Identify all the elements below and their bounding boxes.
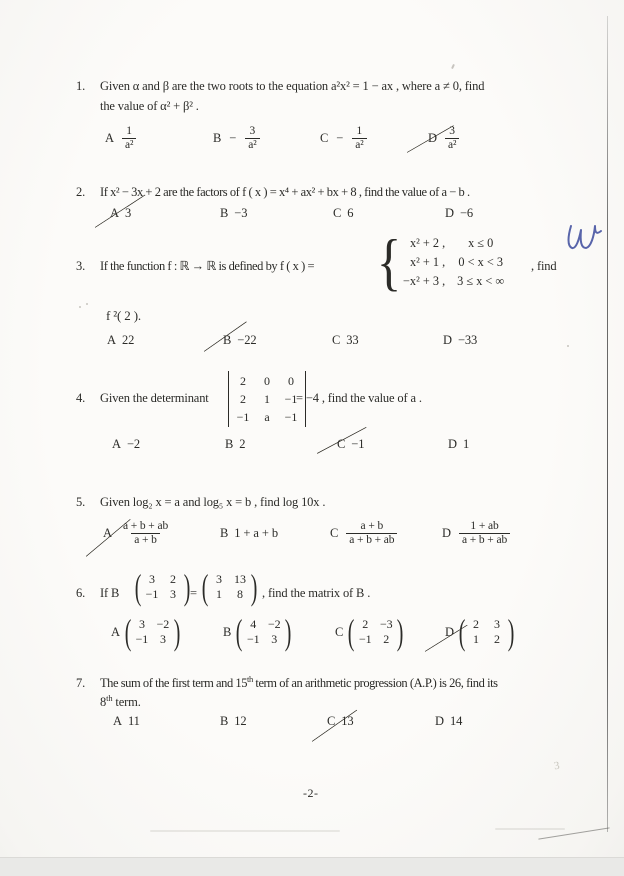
q4-option-d (448, 437, 469, 452)
q1-number: 1. (76, 79, 86, 93)
q4-option-b (225, 437, 245, 452)
matrix-given (133, 569, 192, 605)
matrix-result (200, 569, 259, 605)
scan-speck (567, 345, 569, 347)
option-letter: D (443, 333, 452, 347)
q3-option-c (332, 333, 359, 348)
matrix-cell: −2 (156, 617, 170, 631)
minus-sign: − (229, 130, 237, 145)
option-value: −33 (457, 333, 478, 347)
matrix (234, 614, 293, 650)
curly-brace: { (376, 226, 402, 297)
close-paren: ) (183, 567, 191, 607)
det-cell: 0 (264, 374, 270, 388)
q6-post: , find the matrix of B . (262, 586, 371, 600)
fraction: $\frac{3}{\text{a²}}$ (245, 125, 259, 152)
option-value: 13 (341, 714, 354, 728)
open-paren: ( (134, 567, 142, 607)
option-value: 14 (449, 714, 463, 728)
option-letter: D (442, 525, 451, 540)
q6-pre: If B (100, 586, 120, 600)
q5-line1: Given log₂ x = a and log₅ x = b , find log 10x . (100, 495, 326, 509)
q2-line1: If x² − 3x + 2 are the factors of f ( x ) = x⁴ + ax² + bx + 8 , find the value of a − b . (100, 185, 470, 199)
matrix-cell: 2 (383, 632, 390, 646)
fraction: $\frac{3}{\text{a²}}$ (445, 125, 459, 152)
case-expr: x² + 1 , (409, 254, 446, 269)
q7-number: 7. (76, 676, 86, 690)
scan-speck (86, 303, 88, 305)
q2-option-d (445, 206, 473, 221)
fraction: $\frac{1}{\text{a²}}$ (122, 125, 136, 152)
q5-option-c (330, 515, 397, 551)
page-edge-line (607, 16, 608, 832)
q3-number: 3. (76, 259, 86, 273)
photo-background-strip (0, 857, 624, 876)
minus-sign: − (336, 130, 344, 145)
case-cond: x ≤ 0 (468, 235, 494, 250)
det-cell: 0 (288, 374, 294, 388)
matrix-cell: 3 (170, 587, 176, 601)
option-letter: C (333, 206, 342, 220)
close-paren: ) (284, 612, 292, 652)
ordinal-superscript: th (247, 673, 253, 684)
q4-option-a (112, 437, 140, 452)
fraction: $\frac{1}{\text{a²}}$ (352, 125, 366, 152)
det-cell: 1 (264, 392, 270, 406)
option-letter: B (223, 624, 232, 639)
option-value: −3 (234, 206, 248, 220)
option-value: −1 (351, 437, 365, 451)
matrix (123, 614, 182, 650)
matrix-cell: −3 (379, 617, 393, 631)
option-letter: A (111, 624, 120, 639)
option-letter: D (428, 130, 437, 145)
q6-number: 6. (76, 586, 86, 600)
det-cell: 2 (240, 392, 246, 406)
matrix-cell: 2 (362, 617, 369, 631)
fraction: $\frac{1 + ab}{a + b + ab}$ (459, 520, 510, 547)
option-letter: A (105, 130, 114, 145)
option-letter: A (112, 437, 121, 451)
option-value: 6 (347, 206, 354, 220)
q5-number: 5. (76, 495, 86, 509)
open-paren: ( (347, 612, 355, 652)
option-value: 2 (239, 437, 246, 451)
page-number: -2- (303, 786, 319, 800)
q7-line2: 8th term. (100, 692, 141, 709)
option-letter: B (213, 130, 222, 145)
q7-option-d (435, 714, 462, 729)
det-cell: a (264, 410, 270, 424)
option-letter: C (330, 525, 339, 540)
q5-option-b (220, 515, 278, 551)
faint-pencil-mark: 3 (553, 759, 561, 773)
matrix (457, 614, 516, 650)
matrix-cell: 3 (216, 572, 222, 586)
option-letter: B (225, 437, 234, 451)
q1-line2: the value of α² + β² . (100, 99, 199, 113)
fraction: $\frac{a + b + ab}{a + b}$ (122, 519, 169, 546)
scan-speck (79, 306, 81, 308)
scan-smudge (495, 828, 565, 830)
case-cond: 3 ≤ x < ∞ (457, 273, 505, 288)
q6-option-c (335, 611, 405, 653)
option-value: 12 (234, 714, 247, 728)
option-letter: D (435, 714, 444, 728)
option-letter: B (220, 525, 229, 540)
matrix-cell: 13 (234, 572, 246, 586)
matrix-cell: 3 (271, 632, 278, 646)
q7-option-a (113, 714, 140, 729)
close-paren: ) (396, 612, 404, 652)
matrix-cell: 8 (237, 587, 243, 601)
matrix-cell: 1 (472, 632, 479, 646)
matrix-cell: 3 (149, 572, 155, 586)
matrix-cell: −2 (267, 617, 281, 631)
option-value: 11 (127, 714, 140, 728)
q4-number: 4. (76, 391, 86, 405)
det-cell: 2 (240, 374, 246, 388)
q7-line1: The sum of the first term and 15th term of an arithmetic progression (A.P.) is 26, find its (100, 673, 498, 690)
matrix (346, 614, 405, 650)
matrix-cell: 3 (493, 617, 500, 631)
piecewise-function (376, 226, 505, 297)
q3-option-a (107, 333, 134, 348)
fraction: $\frac{a + b}{a + b + ab}$ (346, 520, 397, 547)
q1-line1: Given α and β are the two roots to the equation a²x² = 1 − ax , where a ≠ 0, find (100, 79, 485, 93)
option-letter: A (107, 333, 116, 347)
open-paren: ( (235, 612, 243, 652)
option-value: 33 (346, 333, 359, 347)
option-letter: A (103, 525, 112, 540)
option-value: −2 (126, 437, 141, 451)
close-paren: ) (250, 567, 258, 607)
q2-number: 2. (76, 185, 86, 199)
det-cell: −1 (236, 410, 250, 424)
matrix-cell: 2 (493, 632, 500, 646)
option-value: −22 (237, 333, 257, 347)
determinant (228, 371, 306, 427)
open-paren: ( (458, 612, 466, 652)
case-expr: x² + 2 , (409, 235, 446, 250)
q7-option-b (220, 714, 247, 729)
matrix-cell: 3 (159, 632, 166, 646)
matrix-cell: 2 (472, 617, 479, 631)
option-letter: A (110, 206, 119, 220)
option-letter: A (113, 714, 122, 728)
q1-option-b (213, 121, 260, 155)
option-value: 1 + a + b (234, 525, 278, 540)
q5-option-d (442, 515, 510, 551)
option-value: 3 (124, 206, 132, 220)
q1-option-a (105, 121, 136, 155)
open-paren: ( (124, 612, 132, 652)
case-expr: −x² + 3 , (403, 273, 446, 288)
option-letter: C (337, 437, 346, 451)
det-cell: −1 (284, 410, 298, 424)
option-letter: B (220, 206, 229, 220)
option-letter: D (448, 437, 457, 451)
option-value: 22 (121, 333, 135, 347)
matrix-cell: −1 (145, 587, 159, 601)
q2-option-c (333, 206, 353, 221)
q6-option-b (223, 611, 293, 653)
q1-option-c (320, 121, 367, 155)
option-letter: C (332, 333, 341, 347)
scan-speck (451, 64, 455, 69)
matrix-cell: −1 (135, 632, 149, 646)
q3-option-d (443, 333, 477, 348)
q4-post: = −4 , find the value of a . (296, 391, 422, 405)
q3-pre: If the function f : ℝ → ℝ is defined by f ( x ) = (100, 259, 315, 273)
matrix-cell: −1 (246, 632, 260, 646)
q3-post: , find (531, 259, 557, 273)
handwritten-ink-initial (562, 220, 606, 262)
option-letter: C (335, 624, 344, 639)
det-cell: −1 (284, 392, 298, 406)
close-paren: ) (173, 612, 181, 652)
option-letter: C (327, 714, 336, 728)
option-value: −6 (459, 206, 474, 220)
q6-option-a (111, 611, 182, 653)
ordinal-superscript: th (106, 692, 113, 703)
option-letter: B (220, 714, 229, 728)
close-paren: ) (507, 612, 515, 652)
option-value: 1 (462, 437, 470, 451)
matrix-cell: 3 (138, 617, 145, 631)
q2-option-b (220, 206, 247, 221)
option-letter: C (320, 130, 329, 145)
matrix-cell: 2 (170, 572, 176, 586)
q4-pre: Given the determinant (100, 391, 209, 405)
q6-equals: = (190, 586, 197, 600)
q3-line2: f ²( 2 ). (106, 308, 142, 323)
scan-smudge (150, 830, 340, 832)
open-paren: ( (201, 567, 209, 607)
option-letter: B (223, 333, 232, 347)
matrix-cell: 1 (216, 587, 222, 601)
matrix-cell: 4 (250, 617, 257, 631)
option-letter: D (445, 624, 454, 639)
option-letter: D (445, 206, 454, 220)
case-cond: 0 < x < 3 (458, 254, 503, 269)
matrix-cell: −1 (358, 632, 372, 646)
